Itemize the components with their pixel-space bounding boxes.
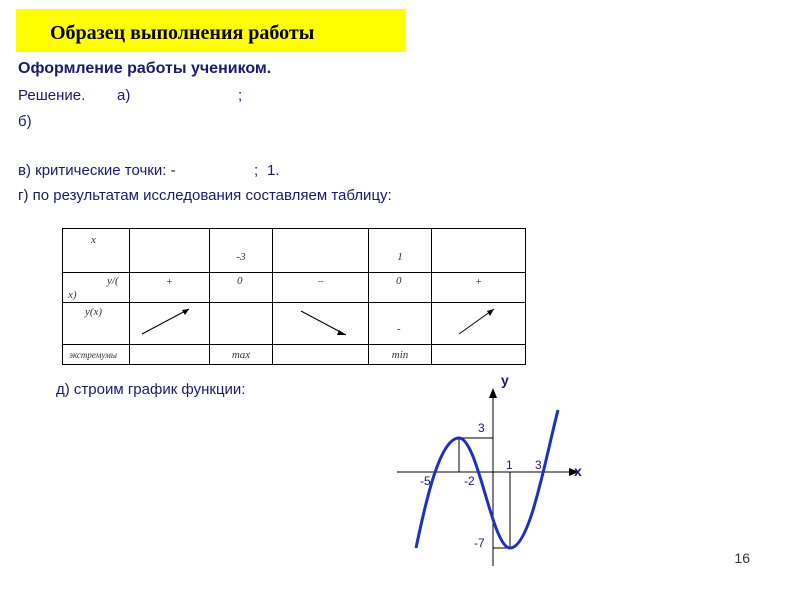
y-axis-label: y bbox=[501, 372, 509, 388]
x-tick-3: 3 bbox=[535, 458, 542, 472]
table-cell-x-label: x bbox=[63, 229, 130, 273]
table-cell-sign: 0 bbox=[369, 273, 432, 303]
table-cell-sign: − bbox=[273, 273, 369, 303]
x-axis-label: x bbox=[574, 463, 582, 479]
slide-number: 16 bbox=[734, 550, 750, 566]
y-tick-3: 3 bbox=[478, 421, 485, 435]
table-cell-x-minus3: -3 bbox=[210, 229, 273, 273]
part-b-label: б) bbox=[18, 113, 32, 130]
y-axis-arrow-icon bbox=[489, 388, 497, 398]
slide-title: Образец выполнения работы bbox=[16, 9, 405, 52]
part-d-text: д) строим график функции: bbox=[56, 381, 246, 398]
part-v-separator: ; bbox=[254, 162, 259, 179]
y-tick-minus7: -7 bbox=[474, 536, 485, 550]
part-v-value: 1. bbox=[267, 162, 280, 179]
x-tick-minus5: -5 bbox=[420, 474, 431, 488]
section-heading: Оформление работы учеником. bbox=[18, 60, 272, 77]
table-cell-sign: + bbox=[432, 273, 526, 303]
table-cell-min: min bbox=[369, 345, 432, 365]
part-a-separator: ; bbox=[238, 87, 243, 104]
table-cell-sign: + bbox=[130, 273, 210, 303]
table-cell-min-mark: - bbox=[369, 303, 432, 345]
table-cell-sign: 0 bbox=[210, 273, 273, 303]
part-g-text: г) по результатам исследования составляем таблицу: bbox=[18, 187, 392, 204]
table-cell-x-1: 1 bbox=[369, 229, 432, 273]
x-tick-1: 1 bbox=[506, 458, 513, 472]
function-curve bbox=[416, 410, 558, 548]
part-a-label: а) bbox=[117, 87, 131, 104]
table-cell-max: max bbox=[210, 345, 273, 365]
table-cell-function-label: y(x) bbox=[63, 303, 130, 345]
table-cell-extrema-label: экстремумы bbox=[63, 345, 130, 365]
table-cell-derivative-label: y/( x) bbox=[63, 273, 130, 303]
x-tick-minus2: -2 bbox=[464, 474, 475, 488]
solution-label: Решение. bbox=[18, 87, 86, 104]
part-v-text: в) критические точки: - bbox=[18, 162, 176, 179]
